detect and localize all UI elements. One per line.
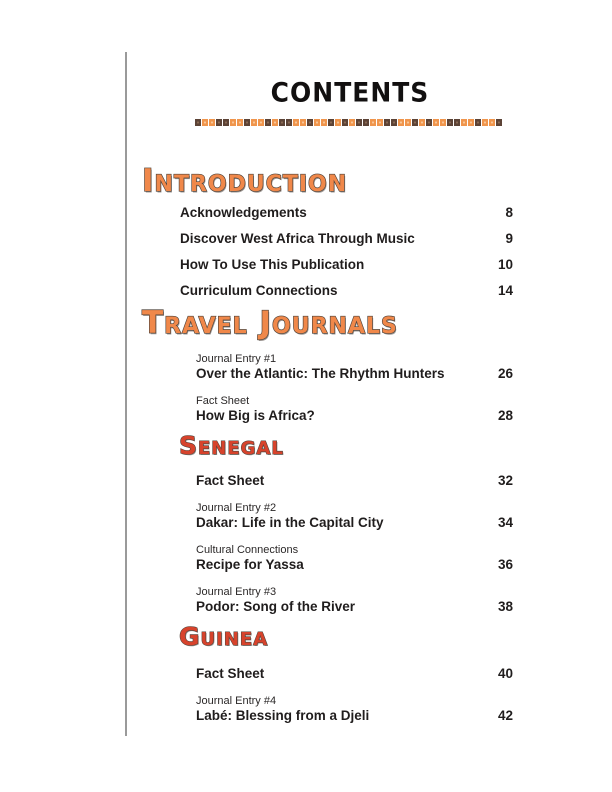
divider-square <box>202 119 208 126</box>
divider-square <box>237 119 243 126</box>
divider-square <box>482 119 488 126</box>
toc-page-number: 28 <box>497 408 513 423</box>
toc-page-number: 36 <box>497 557 513 572</box>
toc-item-title: Discover West Africa Through Music <box>180 231 415 246</box>
toc-entry-label: Journal Entry #1 <box>196 353 277 365</box>
divider-square <box>370 119 376 126</box>
decorative-square-divider <box>195 119 505 126</box>
page-title: CONTENTS <box>270 77 430 108</box>
toc-entry-label: Journal Entry #3 <box>196 586 277 598</box>
toc-row-how-to-use <box>180 257 513 273</box>
divider-square <box>195 119 201 126</box>
divider-square <box>405 119 411 126</box>
divider-square <box>496 119 502 126</box>
toc-entry-journal-2 <box>196 501 513 531</box>
toc-item-title: Curriculum Connections <box>180 283 338 298</box>
toc-item-title: Dakar: Life in the Capital City <box>196 515 384 530</box>
divider-square <box>258 119 264 126</box>
divider-square <box>286 119 292 126</box>
toc-item-title: Labé: Blessing from a Djeli <box>196 708 370 723</box>
divider-square <box>209 119 215 126</box>
divider-square <box>230 119 236 126</box>
toc-row <box>196 599 513 615</box>
toc-item-title: Acknowledgements <box>180 205 307 220</box>
toc-row-senegal-fact-sheet <box>196 473 513 489</box>
divider-square <box>426 119 432 126</box>
divider-square <box>244 119 250 126</box>
toc-row <box>196 708 513 724</box>
toc-entry-label: Cultural Connections <box>196 544 299 556</box>
left-margin-rule <box>125 52 127 736</box>
toc-page-number: 9 <box>505 231 513 246</box>
divider-square <box>349 119 355 126</box>
divider-square <box>272 119 278 126</box>
toc-row-acknowledgements <box>180 205 513 221</box>
toc-item-title: Over the Atlantic: The Rhythm Hunters <box>196 366 445 381</box>
divider-square <box>356 119 362 126</box>
divider-square <box>377 119 383 126</box>
travel-journals-items <box>196 352 513 436</box>
divider-square <box>461 119 467 126</box>
toc-item-title: Podor: Song of the River <box>196 599 356 614</box>
divider-square <box>335 119 341 126</box>
divider-square <box>363 119 369 126</box>
toc-row <box>196 408 513 424</box>
toc-page-number: 26 <box>497 366 513 381</box>
toc-row-curriculum-connections <box>180 283 513 299</box>
toc-entry-label: Fact Sheet <box>196 395 250 407</box>
divider-square <box>265 119 271 126</box>
divider-square <box>223 119 229 126</box>
toc-entry-journal-3 <box>196 585 513 615</box>
toc-entry-cultural-connections <box>196 543 513 573</box>
toc-entry-journal-1 <box>196 352 513 382</box>
toc-page-number: 14 <box>497 283 513 298</box>
divider-square <box>419 119 425 126</box>
toc-page-number: 32 <box>497 473 513 488</box>
introduction-items <box>180 205 513 309</box>
toc-item-title: How Big is Africa? <box>196 408 315 423</box>
toc-row-guinea-fact-sheet <box>196 666 513 682</box>
divider-square <box>300 119 306 126</box>
divider-square <box>468 119 474 126</box>
divider-square <box>216 119 222 126</box>
toc-page-number: 34 <box>497 515 513 530</box>
divider-square <box>454 119 460 126</box>
divider-square <box>398 119 404 126</box>
toc-page-number: 10 <box>497 257 513 272</box>
toc-row <box>196 557 513 573</box>
toc-entry-label: Journal Entry #4 <box>196 695 277 707</box>
senegal-items <box>196 473 513 627</box>
divider-square <box>342 119 348 126</box>
toc-page-number: 40 <box>497 666 513 681</box>
toc-item-title: Fact Sheet <box>196 473 265 488</box>
toc-item-title: Recipe for Yassa <box>196 557 304 572</box>
toc-row <box>196 366 513 382</box>
toc-page-number: 8 <box>505 205 513 220</box>
toc-item-title: Fact Sheet <box>196 666 265 681</box>
toc-row <box>196 515 513 531</box>
divider-square <box>321 119 327 126</box>
toc-entry-label: Journal Entry #2 <box>196 502 277 514</box>
section-heading-introduction: Introduction <box>142 163 348 199</box>
toc-entry-journal-4 <box>196 694 513 724</box>
divider-square <box>440 119 446 126</box>
divider-square <box>447 119 453 126</box>
divider-square <box>433 119 439 126</box>
subsection-heading-senegal: Senegal <box>179 431 284 460</box>
divider-square <box>314 119 320 126</box>
divider-square <box>279 119 285 126</box>
toc-page-number: 42 <box>497 708 513 723</box>
divider-square <box>293 119 299 126</box>
divider-square <box>384 119 390 126</box>
divider-square <box>251 119 257 126</box>
divider-square <box>391 119 397 126</box>
subsection-heading-guinea: Guinea <box>179 622 269 651</box>
divider-square <box>475 119 481 126</box>
divider-square <box>412 119 418 126</box>
toc-item-title: How To Use This Publication <box>180 257 365 272</box>
toc-row-discover-west-africa <box>180 231 513 247</box>
divider-square <box>307 119 313 126</box>
section-heading-travel-journals: Travel Journals <box>142 305 398 341</box>
toc-page-number: 38 <box>497 599 513 614</box>
divider-square <box>328 119 334 126</box>
divider-square <box>489 119 495 126</box>
toc-entry-fact-sheet-africa <box>196 394 513 424</box>
guinea-items <box>196 666 513 736</box>
